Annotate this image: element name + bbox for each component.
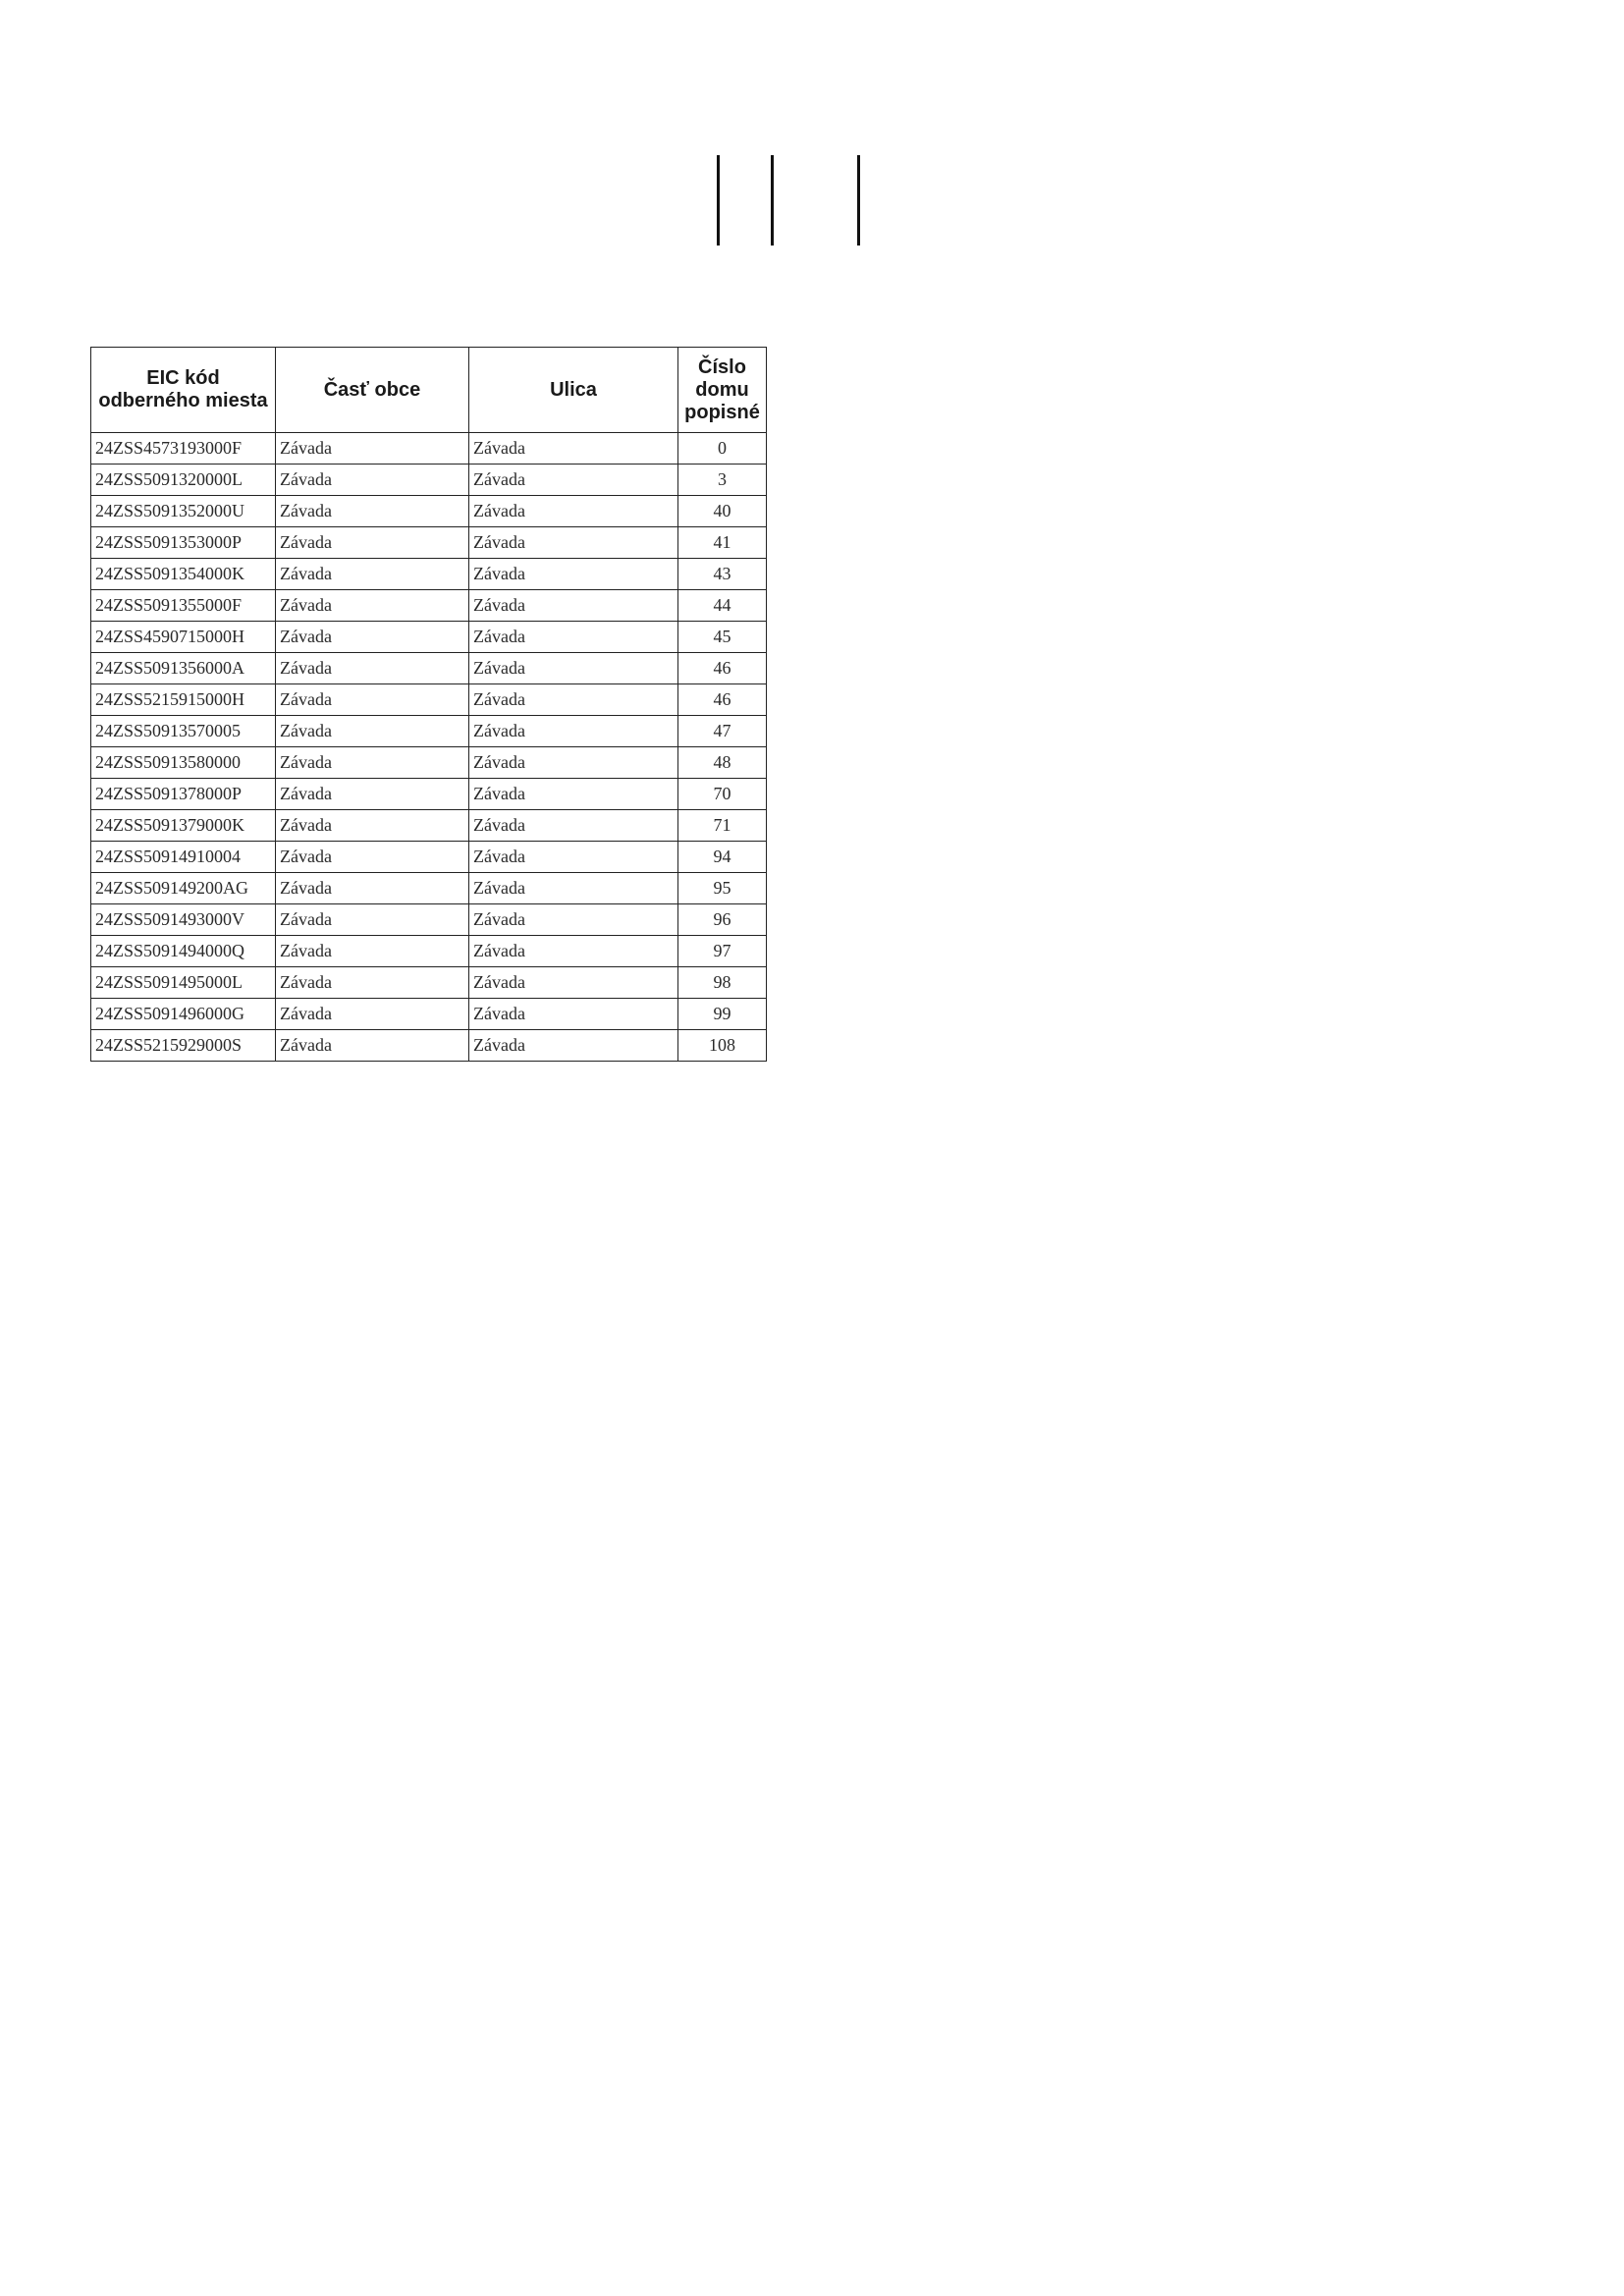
table-row	[91, 810, 767, 842]
cell-street: Závada	[469, 433, 678, 465]
cell-eic-code: 24ZSS4590715000H	[91, 622, 276, 653]
table-row	[91, 873, 767, 904]
cell-house-number: 99	[678, 999, 767, 1030]
cell-municipality-part: Závada	[276, 684, 469, 716]
cell-house-number: 95	[678, 873, 767, 904]
cell-municipality-part: Závada	[276, 747, 469, 779]
cell-house-number: 96	[678, 904, 767, 936]
cell-street: Závada	[469, 465, 678, 496]
cell-municipality-part: Závada	[276, 716, 469, 747]
table-row	[91, 747, 767, 779]
cell-house-number: 46	[678, 684, 767, 716]
cell-house-number: 40	[678, 496, 767, 527]
cell-eic-code: 24ZSS5091494000Q	[91, 936, 276, 967]
table-row	[91, 465, 767, 496]
vertical-mark	[717, 155, 720, 246]
cell-eic-code: 24ZSS5091355000F	[91, 590, 276, 622]
table-row	[91, 559, 767, 590]
cell-street: Závada	[469, 842, 678, 873]
cell-eic-code: 24ZSS50913580000	[91, 747, 276, 779]
cell-street: Závada	[469, 716, 678, 747]
cell-street: Závada	[469, 873, 678, 904]
cell-municipality-part: Závada	[276, 653, 469, 684]
cell-eic-code: 24ZSS5091379000K	[91, 810, 276, 842]
cell-street: Závada	[469, 496, 678, 527]
cell-eic-code: 24ZSS5215929000S	[91, 1030, 276, 1062]
cell-street: Závada	[469, 1030, 678, 1062]
cell-house-number: 98	[678, 967, 767, 999]
cell-eic-code: 24ZSS50914910004	[91, 842, 276, 873]
table-row	[91, 904, 767, 936]
table-header	[91, 348, 767, 433]
cell-house-number: 108	[678, 1030, 767, 1062]
cell-house-number: 97	[678, 936, 767, 967]
cell-house-number: 94	[678, 842, 767, 873]
vertical-mark	[857, 155, 860, 246]
table-row	[91, 842, 767, 873]
eic-table	[90, 347, 767, 1062]
cell-house-number: 48	[678, 747, 767, 779]
cell-municipality-part: Závada	[276, 779, 469, 810]
cell-eic-code: 24ZSS5215915000H	[91, 684, 276, 716]
cell-street: Závada	[469, 904, 678, 936]
cell-municipality-part: Závada	[276, 999, 469, 1030]
table-row	[91, 999, 767, 1030]
cell-street: Závada	[469, 527, 678, 559]
table-row	[91, 622, 767, 653]
table-row	[91, 684, 767, 716]
cell-eic-code: 24ZSS509149200AG	[91, 873, 276, 904]
table-body	[91, 433, 767, 1062]
cell-house-number: 41	[678, 527, 767, 559]
table-row	[91, 1030, 767, 1062]
cell-municipality-part: Závada	[276, 1030, 469, 1062]
cell-street: Závada	[469, 936, 678, 967]
cell-house-number: 70	[678, 779, 767, 810]
table-row	[91, 433, 767, 465]
table-row	[91, 936, 767, 967]
cell-street: Závada	[469, 559, 678, 590]
cell-street: Závada	[469, 810, 678, 842]
cell-eic-code: 24ZSS5091320000L	[91, 465, 276, 496]
cell-house-number: 45	[678, 622, 767, 653]
cell-municipality-part: Závada	[276, 433, 469, 465]
cell-street: Závada	[469, 779, 678, 810]
vertical-mark	[771, 155, 774, 246]
cell-municipality-part: Závada	[276, 810, 469, 842]
cell-house-number: 46	[678, 653, 767, 684]
cell-street: Závada	[469, 999, 678, 1030]
header-eic-code: EIC kód odberného miesta	[91, 348, 276, 433]
cell-municipality-part: Závada	[276, 496, 469, 527]
cell-street: Závada	[469, 967, 678, 999]
cell-municipality-part: Závada	[276, 904, 469, 936]
cell-eic-code: 24ZSS5091493000V	[91, 904, 276, 936]
header-row	[91, 348, 767, 433]
cell-eic-code: 24ZSS5091353000P	[91, 527, 276, 559]
cell-eic-code: 24ZSS5091354000K	[91, 559, 276, 590]
cell-municipality-part: Závada	[276, 936, 469, 967]
cell-municipality-part: Závada	[276, 590, 469, 622]
cell-municipality-part: Závada	[276, 465, 469, 496]
header-house-number: Číslo domu popisné	[678, 348, 767, 433]
cell-street: Závada	[469, 590, 678, 622]
cell-municipality-part: Závada	[276, 842, 469, 873]
cell-eic-code: 24ZSS5091352000U	[91, 496, 276, 527]
cell-municipality-part: Závada	[276, 967, 469, 999]
cell-eic-code: 24ZSS5091495000L	[91, 967, 276, 999]
cell-house-number: 43	[678, 559, 767, 590]
table-row	[91, 716, 767, 747]
cell-house-number: 44	[678, 590, 767, 622]
table-row	[91, 527, 767, 559]
cell-house-number: 47	[678, 716, 767, 747]
cell-house-number: 71	[678, 810, 767, 842]
cell-street: Závada	[469, 622, 678, 653]
cell-street: Závada	[469, 747, 678, 779]
cell-eic-code: 24ZSS5091496000G	[91, 999, 276, 1030]
cell-eic-code: 24ZSS50913570005	[91, 716, 276, 747]
table-row	[91, 653, 767, 684]
cell-house-number: 0	[678, 433, 767, 465]
header-municipality-part: Časť obce	[276, 348, 469, 433]
cell-eic-code: 24ZSS5091356000A	[91, 653, 276, 684]
table-row	[91, 590, 767, 622]
cell-street: Závada	[469, 653, 678, 684]
cell-municipality-part: Závada	[276, 622, 469, 653]
cell-municipality-part: Závada	[276, 527, 469, 559]
cell-municipality-part: Závada	[276, 873, 469, 904]
cell-street: Závada	[469, 684, 678, 716]
cell-house-number: 3	[678, 465, 767, 496]
table-row	[91, 779, 767, 810]
header-street: Ulica	[469, 348, 678, 433]
cell-municipality-part: Závada	[276, 559, 469, 590]
table-row	[91, 967, 767, 999]
table-row	[91, 496, 767, 527]
cell-eic-code: 24ZSS5091378000P	[91, 779, 276, 810]
cell-eic-code: 24ZSS4573193000F	[91, 433, 276, 465]
